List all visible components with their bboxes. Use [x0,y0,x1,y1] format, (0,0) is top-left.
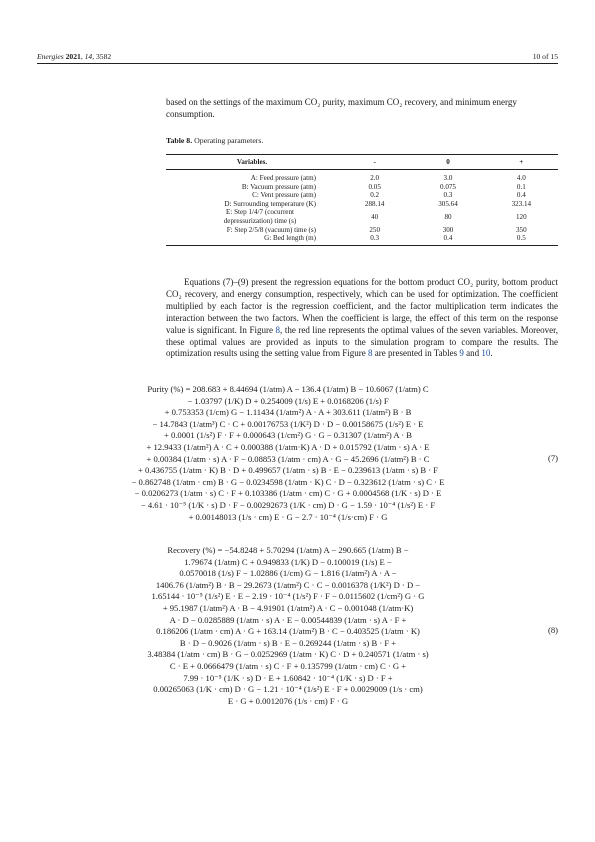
cell-minus: 0.05 [368,182,381,191]
cell-plus: 323.14 [511,199,532,208]
table-row [166,234,558,245]
table-row [166,226,558,235]
body-text-1: Equations (7)–(9) present the regression equations for the bottom product CO₂ purity, bottom product CO₂ recovery, and energy consumption, respectively, which can be used for optimization. The coefficient multiplied by each factor is the regression coefficient, and the factor multiplication term indicates the interaction between the two factors. When the coefficient is large, the effect of this term on the response value is significant. In Figure [166,277,558,335]
body-text-2: , the red line represents the optimal values of the seven variables. Moreover, these optimal values are provided as inputs to the simulation program to compare the results. The optimization results using the setting value from Figure [166,324,558,359]
equation-line: 0.00265063 (1/K · cm) D · G − 1.21 · 10⁻⁴ (1/s²) E · F + 0.0029009 (1/s · cm) [153,684,423,695]
table-row [166,183,558,192]
cell-minus: 250 [369,225,380,234]
body-text-4: and [463,348,482,359]
cell-minus: 40 [371,212,379,221]
equation-line: + 0.753353 (1/cm) G − 1.11434 (1/atm²) A · A + 303.611 (1/atm²) B · B [164,407,412,418]
intro-paragraph: based on the settings of the maximum CO₂ purity, maximum CO₂ recovery, and minimum energy consumption. [166,97,517,120]
equation-line: 3.48384 (1/atm · cm) B · G − 0.0252969 (1/atm · K) C · D + 0.240571 (1/atm · s) [147,649,429,660]
table-caption [166,136,558,145]
cell-plus: 0.1 [516,182,526,191]
equation-line: − 0.0206273 (1/atm · s) C · F + 0.103386 (1/atm · cm) C · G + 0.0004568 (1/K · s) D · E [134,488,442,499]
page-number: 10 of 15 [532,52,558,61]
equation-line: C · E + 0.0666479 (1/atm · s) C · F + 0.135799 (1/atm · cm) C · G + [169,660,407,671]
cell-zero: 0.075 [440,182,456,191]
equation-7-number: (7) [547,453,558,463]
equation-line: B · D − 0.9026 (1/atm · s) B · E − 0.269244 (1/atm · s) B · F + [179,637,397,648]
cell-variable [166,208,338,225]
cell-zero: 300 [442,225,454,234]
article-number: 3582 [96,52,112,61]
equation-line: 1.79674 (1/atm) C + 0.949833 (1/K) D − 0.100019 (1/s) E − [184,556,392,567]
cell-variable: G: Bed length (m) [166,234,338,245]
cell-plus: 350 [516,225,527,234]
equation-line: 1406.76 (1/atm²) B · B − 29.2673 (1/atm²) C · C − 0.0016378 (1/K²) D · D − [155,579,421,590]
cell-plus: 0.5 [485,234,558,245]
cell-variable: A: Feed pressure (atm) [250,174,316,182]
table-caption-text: Operating parameters. [194,136,264,145]
journal-citation: Energies 2021, 14, 3582 [37,52,112,61]
equation-line: + 95.1987 (1/atm²) A · B − 4.91901 (1/atm²) A · C − 0.001048 (1/atm·K) [162,602,414,613]
cell-zero: 3.0 [443,174,453,182]
header-zero: 0 [411,155,484,170]
cell-variable: D: Surrounding temperature (K) [224,199,316,208]
equation-line: 0.0570018 (1/s) F − 1.02886 (1/cm) G − 1.816 (1/atm²) A · A − [179,568,397,579]
journal-name: Energies [37,52,64,61]
header-plus: + [485,155,558,170]
equation-line: 1.65144 · 10⁻⁵ (1/s²) E · E − 2.19 · 10⁻⁴ (1/s²) F · F − 0.0115602 (1/cm²) G · G [151,591,425,602]
body-text-3: are presented in Tables [372,348,460,359]
equation-line: E · G + 0.0012076 (1/s · cm) F · G [227,695,349,706]
equation-line: + 0.00148013 (1/s · cm) E · G − 2.7 · 10⁻⁴ (1/s·cm) F · G [188,511,388,522]
operating-parameters-table [166,154,558,246]
cell-variable: B: Vacuum pressure (atm) [241,182,316,191]
journal-volume: 14 [84,52,93,61]
cell-variable: F: Step 2/5/8 (vacuum) time (s) [226,225,316,234]
table-10-link[interactable]: 10 [481,348,491,359]
equation-line: + 0.00384 (1/atm · s) A · F − 0.08853 (1/atm · cm) A · G − 45.2696 (1/atm²) B · C [146,453,430,464]
equation-line: − 1.03797 (1/K) D + 0.254009 (1/s) E + 0.0168206 (1/s) F [187,395,389,406]
figure-8-link[interactable]: 8 [367,348,373,359]
equation-line: − 0.862748 (1/atm · cm) B · G − 0.0234598 (1/atm · K) C · D − 0.323612 (1/atm · s) C · E [131,476,445,487]
table-9-link[interactable]: 9 [459,348,464,359]
running-header [37,50,558,64]
equation-line: 7.99 · 10⁻⁵ (1/K · s) D · E + 1.60842 · 10⁻⁴ (1/K · s) D · F + [183,672,393,683]
header-rule [37,63,558,64]
equation-line: − 14.7843 (1/atm³) C · C + 0.00176753 (1/K²) D · D − 0.00158675 (1/s²) E · E [152,418,424,429]
table-row [166,191,558,200]
cell-zero: 0.3 [443,191,453,200]
body-text-5: . [490,348,493,359]
equation-8-number: (8) [547,625,558,635]
cell-zero: 0.4 [411,234,484,245]
header-minus: - [338,155,411,170]
cell-plus: 120 [516,212,527,221]
cell-variable: C: Vent pressure (atm) [252,191,316,200]
equation-line: + 0.436755 (1/atm · K) B · D + 0.499657 (1/atm · s) B · E − 0.239613 (1/atm · s) B · F [137,465,438,476]
equation-line: + 12.9433 (1/atm²) A · C + 0.000388 (1/atm·K) A · D + 0.015792 (1/atm · s) A · E [146,441,430,452]
equation-line: A · D − 0.0285889 (1/atm · s) A · E − 0.00544839 (1/atm · s) A · F + [169,614,407,625]
cell-minus: 0.2 [370,191,380,200]
table-header-row [166,155,558,170]
table-row [166,208,558,225]
header-variables: Variables. [166,155,338,170]
cell-plus: 4.0 [516,174,526,182]
equation-line: 0.186206 (1/atm · cm) A · G + 163.14 (1/atm²) B · C − 0.403525 (1/atm · K) [156,626,420,637]
journal-year: 2021 [65,52,81,61]
table-caption-label: Table 8. [166,136,193,145]
recovery-equation [90,545,486,707]
body-paragraph [166,277,558,360]
cell-plus: 0.4 [516,191,526,200]
cell-minus: 288.14 [364,199,385,208]
cell-minus: 0.3 [338,234,411,245]
table-row [166,200,558,209]
figure-8-link[interactable]: 8 [275,324,281,335]
equation-line: − 4.61 · 10⁻⁵ (1/K · s) D · F − 0.00292673 (1/K · cm) D · G − 1.59 · 10⁻⁴ (1/s²) E · F [140,499,436,510]
cell-minus: 2.0 [370,174,380,182]
cell-variable-text: E: Step 1/4/7 (cocurrent depressurization) time (s) [223,208,297,225]
equation-line: Purity (%) = 208.683 + 8.44694 (1/atm) A − 136.4 (1/atm) B − 10.6067 (1/atm) C [147,384,429,394]
equation-line: Recovery (%) = −54.8248 + 5.70294 (1/atm) A − 290.665 (1/atm) B − [167,545,409,555]
purity-equation [90,384,486,523]
table-row [166,170,558,183]
cell-zero: 80 [444,212,452,221]
equation-line: + 0.0001 (1/s²) F · F + 0.000643 (1/cm²) G · G − 0.31307 (1/atm²) A · B [163,430,413,441]
cell-zero: 305.64 [438,199,458,208]
